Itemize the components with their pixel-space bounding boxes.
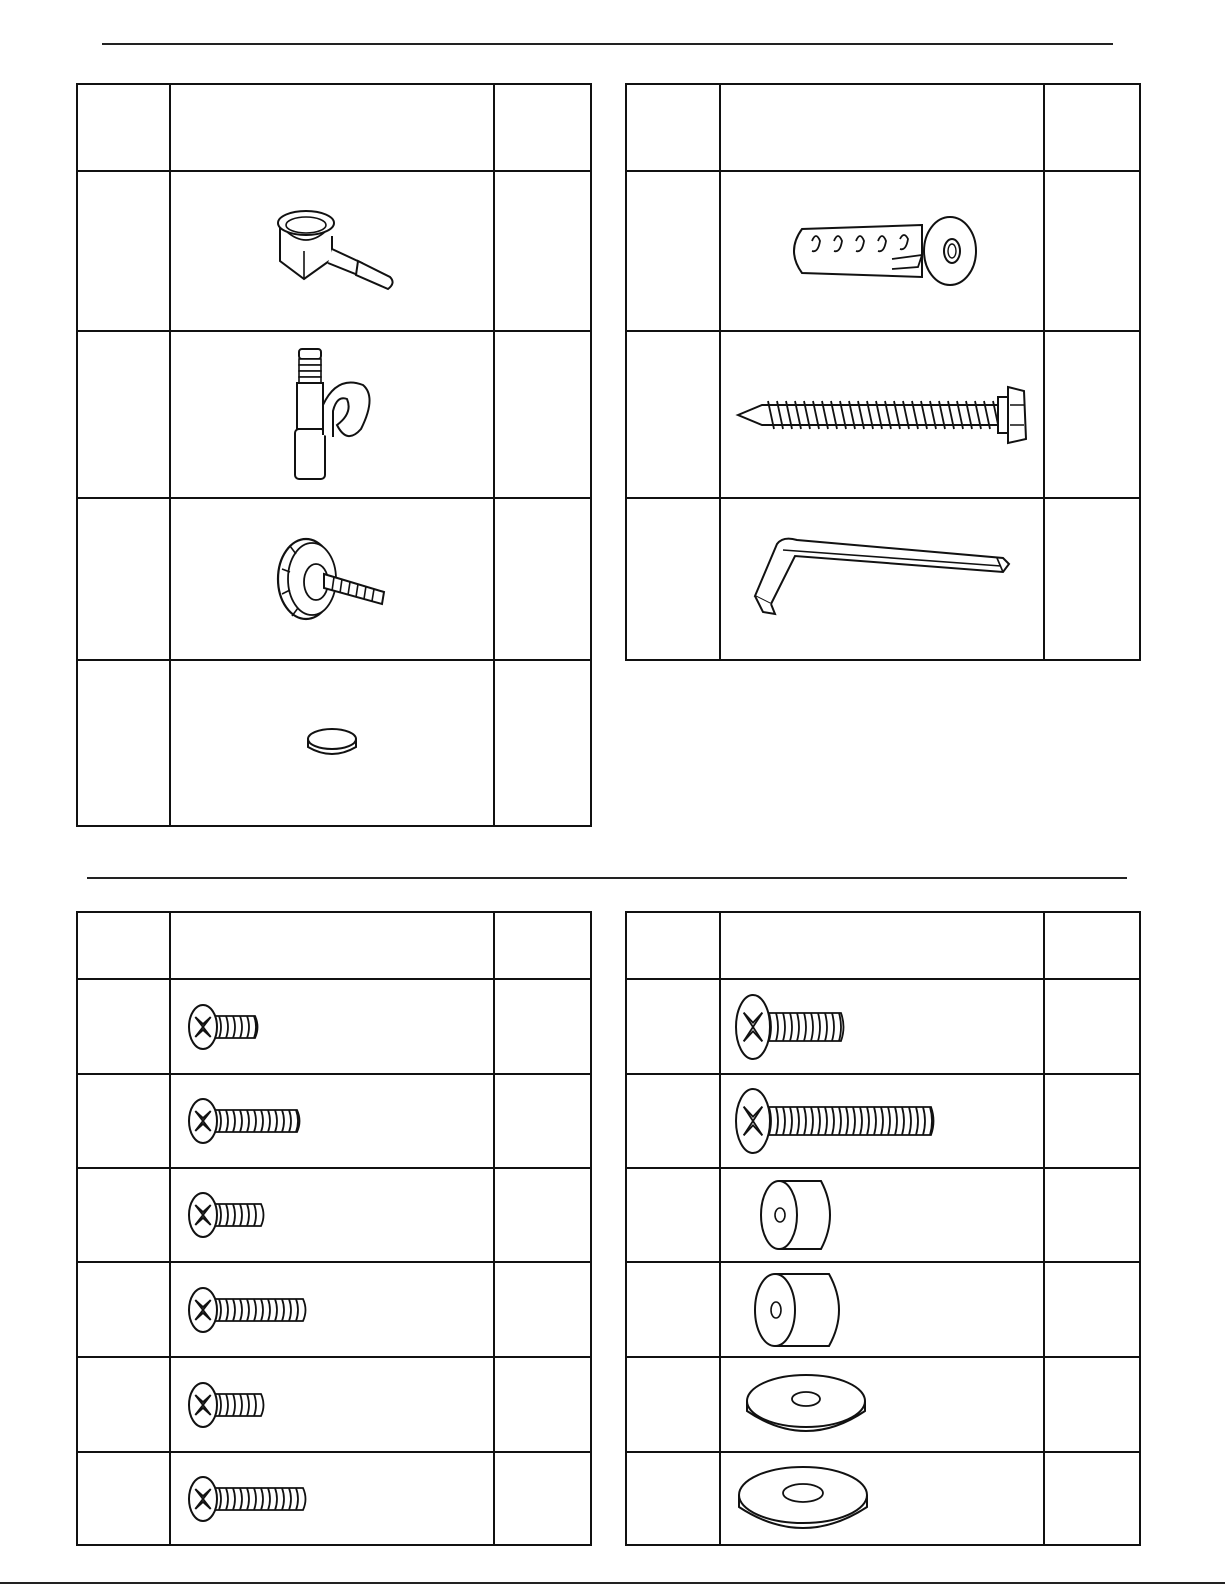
part-illustration xyxy=(170,1168,494,1262)
spacer-large-icon xyxy=(753,1268,863,1352)
part-id xyxy=(626,1357,720,1452)
part-illustration xyxy=(720,171,1044,331)
phillips-bolt-long-icon xyxy=(731,1083,1031,1159)
part-qty xyxy=(494,331,591,498)
header-qty xyxy=(1044,912,1140,979)
part-illustration xyxy=(720,1262,1044,1357)
part-id xyxy=(77,660,170,826)
header-id xyxy=(77,912,170,979)
phillips-screw-short-icon xyxy=(181,1375,481,1435)
part-illustration xyxy=(170,1452,494,1545)
top-rule xyxy=(102,43,1113,45)
part-id xyxy=(77,1168,170,1262)
part-qty xyxy=(1044,1357,1140,1452)
table-row xyxy=(77,979,591,1074)
part-illustration xyxy=(720,1357,1044,1452)
part-qty xyxy=(1044,171,1140,331)
table-row xyxy=(77,660,591,826)
parts-table-bottom-left xyxy=(76,911,592,1546)
part-id xyxy=(77,1357,170,1452)
header-description xyxy=(170,84,494,171)
table-row xyxy=(77,1357,591,1452)
phillips-screw-long-icon xyxy=(181,1280,481,1340)
part-illustration xyxy=(170,1357,494,1452)
table-row xyxy=(77,1074,591,1168)
table-row xyxy=(626,498,1140,660)
part-id xyxy=(77,1262,170,1357)
phillips-bolt-short-icon xyxy=(731,989,1031,1065)
header-description xyxy=(170,912,494,979)
parts-table-bottom-right xyxy=(625,911,1141,1546)
part-id xyxy=(77,1452,170,1545)
phillips-screw-long-icon xyxy=(181,1091,481,1151)
bumper-pad-icon xyxy=(302,723,362,763)
table-row xyxy=(77,1452,591,1545)
part-qty xyxy=(1044,498,1140,660)
part-id xyxy=(626,498,720,660)
table-row xyxy=(77,171,591,331)
parts-table-top-left xyxy=(76,83,592,827)
table-row xyxy=(626,1168,1140,1262)
cam-lock-housing-icon xyxy=(262,201,402,301)
part-id xyxy=(626,1168,720,1262)
table-row xyxy=(77,1168,591,1262)
page-bottom-rule xyxy=(0,1582,1225,1584)
part-qty xyxy=(494,1074,591,1168)
phillips-screw-short-icon xyxy=(181,1185,481,1245)
table-row xyxy=(626,331,1140,498)
part-qty xyxy=(494,498,591,660)
header-description xyxy=(720,912,1044,979)
header-id xyxy=(77,84,170,171)
washer-large-icon xyxy=(733,1459,873,1539)
part-qty xyxy=(1044,1452,1140,1545)
part-qty xyxy=(1044,1074,1140,1168)
part-qty xyxy=(494,1168,591,1262)
part-illustration xyxy=(170,660,494,826)
table-header-row xyxy=(626,912,1140,979)
part-qty xyxy=(1044,1262,1140,1357)
part-illustration xyxy=(720,1074,1044,1168)
part-illustration xyxy=(720,331,1044,498)
parts-table-top-right xyxy=(625,83,1141,661)
part-qty xyxy=(1044,331,1140,498)
table-header-row xyxy=(77,912,591,979)
part-illustration xyxy=(720,1452,1044,1545)
part-qty xyxy=(494,1452,591,1545)
part-id xyxy=(77,1074,170,1168)
table-row xyxy=(626,1074,1140,1168)
part-id xyxy=(626,171,720,331)
part-id xyxy=(77,171,170,331)
phillips-screw-long-icon xyxy=(181,1469,481,1529)
part-id xyxy=(626,1262,720,1357)
table-row xyxy=(626,171,1140,331)
part-qty xyxy=(494,979,591,1074)
table-header-row xyxy=(626,84,1140,171)
part-id xyxy=(626,1452,720,1545)
part-illustration xyxy=(170,171,494,331)
part-id xyxy=(626,331,720,498)
table-row xyxy=(77,498,591,660)
washer-small-icon xyxy=(741,1367,871,1443)
part-id xyxy=(626,979,720,1074)
table-row xyxy=(626,1262,1140,1357)
spacer-small-icon xyxy=(759,1175,859,1255)
phillips-screw-short-icon xyxy=(181,997,481,1057)
part-illustration xyxy=(170,1074,494,1168)
part-illustration xyxy=(170,979,494,1074)
part-id xyxy=(77,979,170,1074)
table-row xyxy=(626,1357,1140,1452)
wall-anchor-icon xyxy=(782,211,982,291)
part-illustration xyxy=(720,979,1044,1074)
header-qty xyxy=(1044,84,1140,171)
part-id xyxy=(626,1074,720,1168)
part-qty xyxy=(1044,1168,1140,1262)
part-illustration xyxy=(170,498,494,660)
header-qty xyxy=(494,912,591,979)
header-qty xyxy=(494,84,591,171)
middle-rule xyxy=(87,877,1127,879)
part-id xyxy=(77,331,170,498)
part-illustration xyxy=(720,1168,1044,1262)
header-description xyxy=(720,84,1044,171)
table-row xyxy=(77,1262,591,1357)
header-id xyxy=(626,912,720,979)
part-illustration xyxy=(170,331,494,498)
part-illustration xyxy=(170,1262,494,1357)
table-row xyxy=(626,979,1140,1074)
table-header-row xyxy=(77,84,591,171)
part-illustration xyxy=(720,498,1044,660)
hex-head-wood-screw-icon xyxy=(732,375,1032,455)
part-qty xyxy=(494,171,591,331)
hook-dowel-icon xyxy=(277,345,387,485)
part-qty xyxy=(494,1357,591,1452)
table-row xyxy=(626,1452,1140,1545)
part-qty xyxy=(494,660,591,826)
header-id xyxy=(626,84,720,171)
part-qty xyxy=(1044,979,1140,1074)
allen-wrench-icon xyxy=(747,534,1017,624)
part-qty xyxy=(494,1262,591,1357)
part-id xyxy=(77,498,170,660)
leveling-foot-icon xyxy=(272,524,392,634)
table-row xyxy=(77,331,591,498)
